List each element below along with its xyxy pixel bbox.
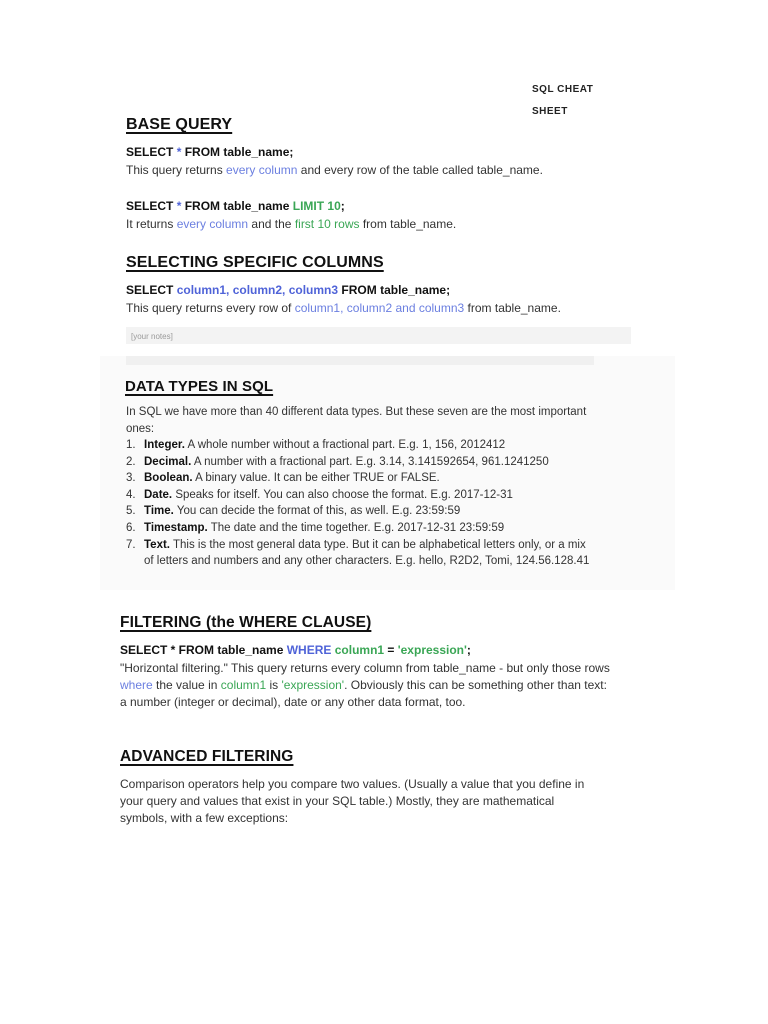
item-desc: A whole number without a fractional part. E.g. 1, 156, 2012412 (187, 439, 506, 451)
item-number: 7. (126, 538, 136, 551)
base-query-desc-2 (126, 217, 456, 231)
desc-text: . Obviously this can be something other than text: a number (integer or decimal), date or any other data format, too. (120, 678, 607, 709)
item-desc: A number with a fractional part. E.g. 3.14, 3.141592654, 961.1241250 (193, 455, 549, 468)
item-number: 2. (126, 455, 136, 468)
from-clause: FROM table_name (184, 199, 290, 213)
filtering-heading: FILTERING (the WHERE CLAUSE) (120, 614, 372, 631)
filtering-code (120, 643, 471, 657)
item-term: Integer. (144, 439, 185, 451)
filtering-desc (120, 660, 610, 711)
select-keyword: SELECT (126, 145, 174, 159)
column-list: column1, column2, column3 (176, 283, 339, 297)
desc-text: is (269, 678, 279, 692)
item-number: 5. (126, 505, 136, 518)
equals-token: = (387, 643, 395, 657)
data-types-top-strip (126, 356, 594, 365)
item-desc: Speaks for itself. You can also choose the format. E.g. 2017-12-31 (175, 488, 513, 501)
highlight-first-rows: first 10 rows (294, 217, 360, 231)
highlight-where: where (120, 678, 153, 692)
expression-token: 'expression' (397, 643, 467, 657)
from-clause: FROM table_name; (184, 145, 294, 159)
advanced-filtering-text: Comparison operators help you compare two values. (Usually a value that you define in your query and values that exist in your SQL table.) Mostly, they are mathematical symbols, with a few exceptions: (120, 777, 585, 825)
base-query-code-2 (126, 199, 345, 213)
item-term: Decimal. (144, 455, 192, 468)
desc-text: This query returns (126, 163, 223, 177)
data-type-item (126, 454, 596, 471)
item-term: Time. (144, 505, 174, 518)
base-query-heading: BASE QUERY (126, 116, 233, 133)
sheet-title: SQL CHEAT SHEET (532, 84, 594, 117)
highlight-column: column1 (220, 678, 267, 692)
semicolon: ; (466, 643, 471, 657)
item-number: 3. (126, 472, 136, 485)
notes-box[interactable]: [your notes] (126, 327, 631, 344)
data-types-intro: In SQL we have more than 40 different data types. But these seven are the most important ones: (126, 406, 587, 435)
select-keyword: SELECT (126, 199, 174, 213)
highlight-every-column: every column (176, 217, 249, 231)
highlight-every-column: every column (226, 163, 298, 177)
desc-text: and every row of the table called table_name. (300, 163, 543, 177)
from-clause: FROM table_name; (341, 283, 451, 297)
data-type-item (126, 520, 596, 537)
base-query-desc-1 (126, 163, 543, 177)
item-number: 4. (126, 488, 136, 501)
item-desc: You can decide the format of this, as well. E.g. 23:59:59 (176, 505, 461, 518)
column-token: column1 (334, 643, 385, 657)
desc-text: from table_name. (362, 217, 457, 231)
item-desc: The date and the time together. E.g. 2017-12-31 23:59:59 (210, 521, 505, 534)
highlight-expression: 'expression' (281, 678, 345, 692)
item-desc: A binary value. It can be either TRUE or FALSE. (195, 472, 440, 485)
desc-text: the value in (156, 678, 218, 692)
data-type-item (126, 537, 596, 570)
data-type-item (126, 470, 596, 487)
advanced-filtering-heading: ADVANCED FILTERING (120, 748, 294, 765)
data-type-item (126, 503, 596, 520)
highlight-columns: column1, column2 and column3 (294, 301, 465, 315)
item-desc: This is the most general data type. But it can be alphabetical letters only, or a mix of letters and numbers and any other characters. E.g. hello, R2D2, Tomi, 124.56.128.41 (144, 538, 590, 568)
select-from-clause: SELECT * FROM table_name (120, 643, 284, 657)
item-term: Timestamp. (144, 521, 208, 534)
item-term: Text. (144, 538, 170, 551)
data-type-item (126, 487, 596, 504)
item-term: Boolean. (144, 472, 193, 485)
item-number: 6. (126, 521, 136, 534)
semicolon: ; (340, 199, 345, 213)
desc-text: from table_name. (467, 301, 561, 315)
where-keyword: WHERE (286, 643, 332, 657)
item-number: 1. (126, 439, 136, 451)
data-types-list (126, 437, 596, 570)
specific-columns-desc (126, 301, 561, 315)
data-types-heading: DATA TYPES IN SQL (125, 378, 274, 395)
select-keyword: SELECT (126, 283, 174, 297)
limit-clause: LIMIT 10 (292, 199, 341, 213)
star-token: * (176, 199, 182, 213)
desc-text: This query returns every row of (126, 301, 292, 315)
specific-columns-code (126, 283, 450, 297)
data-type-item (126, 437, 596, 454)
desc-text: "Horizontal filtering." This query returns every column from table_name - but only those rows (120, 661, 610, 675)
specific-columns-heading: SELECTING SPECIFIC COLUMNS (126, 254, 384, 271)
base-query-code-1 (126, 145, 293, 159)
star-token: * (176, 145, 182, 159)
desc-text: It returns (126, 217, 174, 231)
item-term: Date. (144, 488, 173, 501)
desc-text: and the (251, 217, 292, 231)
